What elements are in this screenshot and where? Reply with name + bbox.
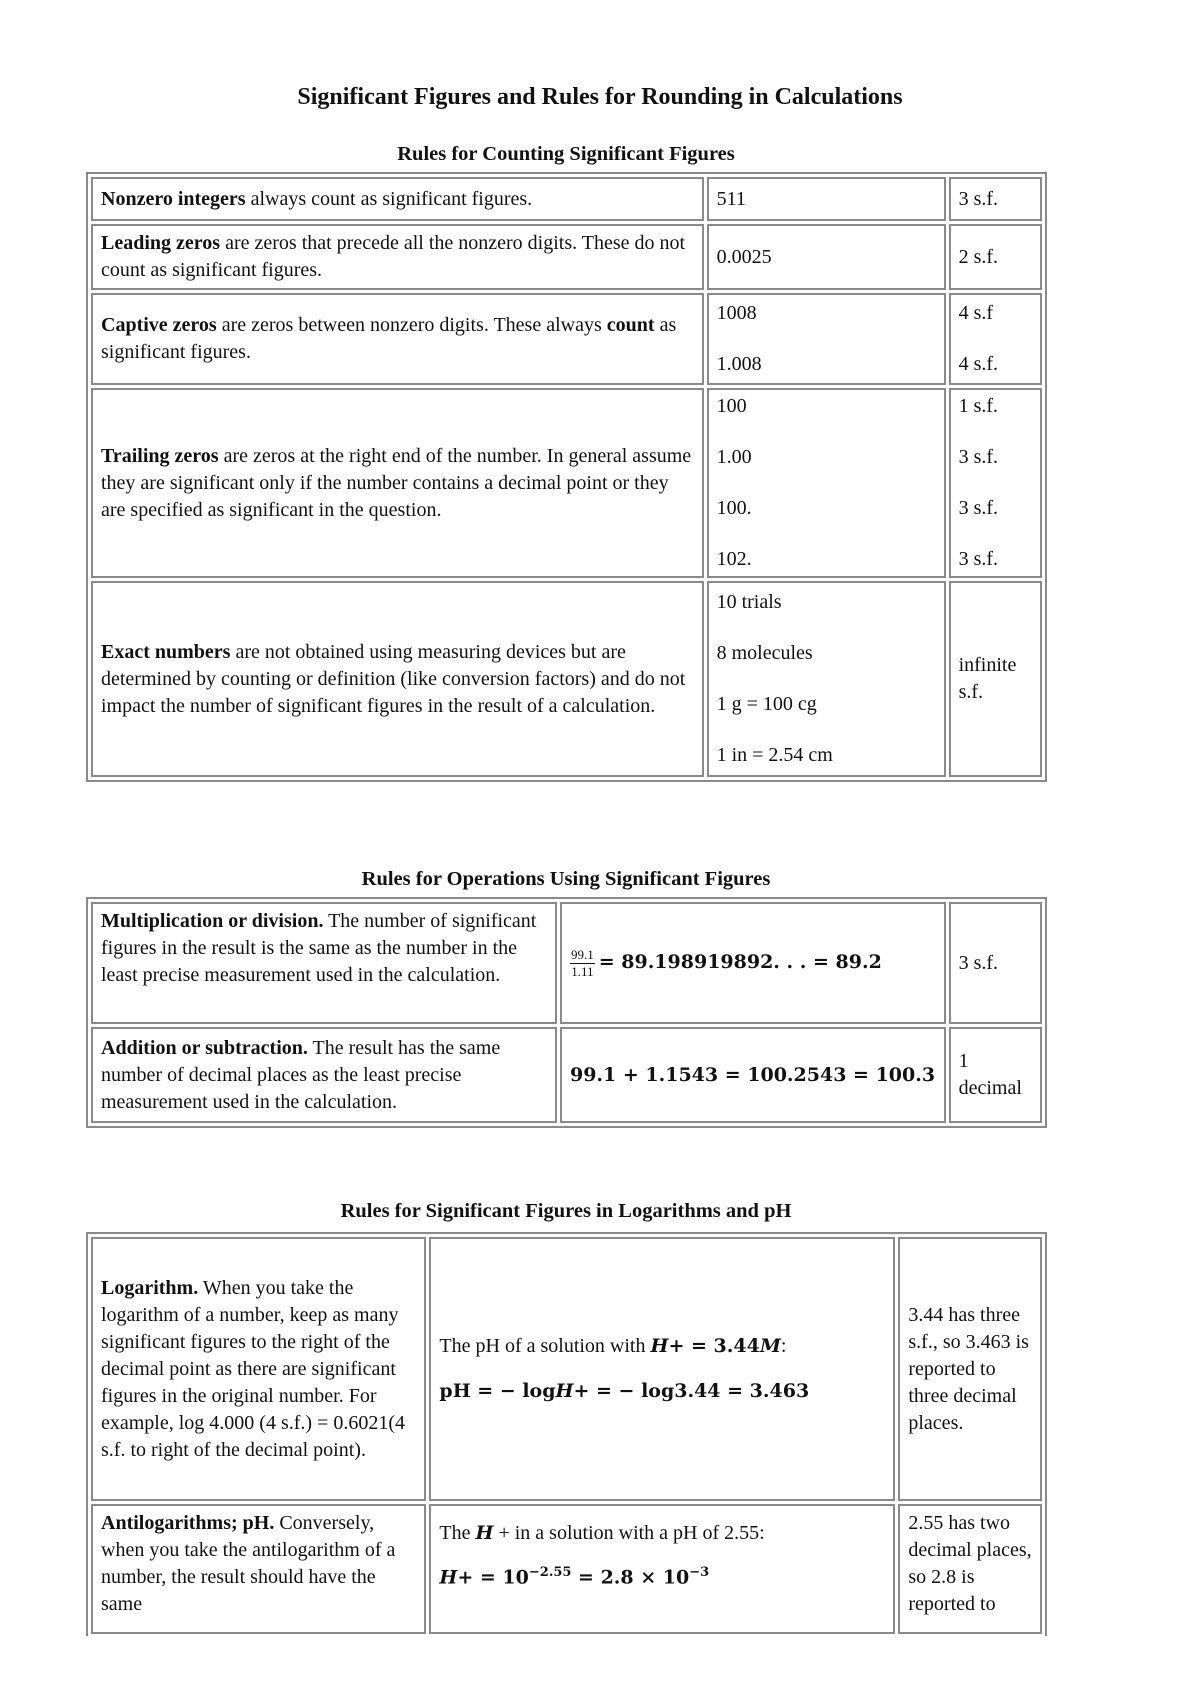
example-text: + in a solution with a pH of 2.55:: [493, 1522, 765, 1544]
sf-cell: [949, 902, 1042, 1024]
example-cell: [707, 581, 946, 777]
example-text: :: [780, 1335, 787, 1357]
table-row: [91, 1027, 1042, 1123]
rule-text: are not obtained using measuring devices but are determined by counting or definition (like conversion factors) and do not impact the number of significant figures in the result of a calculation.: [101, 640, 686, 717]
table-row: [91, 388, 1042, 578]
table-row: [91, 293, 1042, 385]
example-value: 0.0025: [716, 245, 772, 268]
rule-cell: [91, 388, 704, 578]
sf-cell: [949, 581, 1042, 777]
example-cell: [707, 293, 946, 385]
example-value: 100.: [716, 497, 752, 519]
ion-symbol: H: [555, 1380, 574, 1402]
example-value: 511: [716, 187, 746, 210]
example-line: [439, 1333, 885, 1360]
sf-value: 3 s.f.: [958, 548, 999, 570]
rule-term: Addition or subtraction.: [101, 1036, 308, 1059]
rule-cell: [91, 224, 704, 290]
rule-text: are zeros between nonzero digits. These always: [216, 314, 607, 336]
sf-value: 3 s.f.: [958, 446, 999, 468]
ion-symbol: H: [475, 1522, 494, 1544]
sf-value: 1 decimal: [958, 1050, 1022, 1099]
fraction-numerator: 99.1: [570, 946, 594, 962]
rule-term-emphasis: count: [606, 314, 655, 336]
example-value: 1.008: [716, 353, 762, 375]
table-row: [91, 1504, 1042, 1634]
sf-cell: [949, 224, 1042, 290]
rule-text: The number of significant figures in the result is the same as the number in the least precise measurement used in the calculation.: [101, 910, 537, 986]
example-line: [439, 1378, 885, 1405]
unit-symbol: M: [759, 1335, 781, 1357]
sf-cell: [949, 388, 1042, 578]
sf-value: 4 s.f.: [958, 353, 999, 375]
ion-symbol: H: [650, 1335, 669, 1357]
exponent: −2.55: [528, 1565, 572, 1580]
rule-term: Logarithm.: [101, 1276, 199, 1299]
example-value: 102.: [716, 548, 752, 570]
example-cell: [707, 224, 946, 290]
rule-text: The result has the same number of decimal places as the least precise measurement used in the calculation.: [101, 1036, 501, 1113]
rule-text: are zeros at the right end of the number. In general assume they are significant only if the number contains a decimal point or they are specified as significant in the question.: [101, 444, 692, 521]
example-text: The pH of a solution with: [439, 1335, 651, 1357]
example-math: + = − log3.44 = 3.463: [573, 1380, 810, 1402]
rule-cell: [91, 1504, 426, 1634]
example-value: 8 molecules: [716, 642, 813, 664]
example-cell: [707, 388, 946, 578]
fraction-denominator: 1.11: [571, 963, 594, 979]
sf-value: 1 s.f.: [958, 395, 999, 417]
note-text: 2.55 has two decimal places, so 2.8 is reported to: [908, 1512, 1032, 1615]
table-row: [91, 581, 1042, 777]
rule-cell: [91, 581, 704, 777]
table-row: [91, 1237, 1042, 1501]
ion-symbol: H: [439, 1566, 458, 1589]
sf-cell: [949, 1027, 1042, 1123]
rule-text: always count as significant figures.: [245, 187, 533, 210]
example-math: = 2.8 × 10: [571, 1566, 690, 1589]
counting-table: [86, 172, 1047, 782]
rule-term: Exact numbers: [101, 640, 231, 663]
operations-table: [86, 897, 1047, 1128]
rule-text: as significant figures.: [101, 314, 677, 363]
counting-caption: Rules for Counting Significant Figures: [397, 143, 735, 165]
example-math: + = 10: [457, 1566, 529, 1589]
rule-cell: [91, 1027, 557, 1123]
note-cell: [898, 1504, 1042, 1634]
example-cell: [429, 1504, 895, 1634]
sf-cell: [949, 293, 1042, 385]
rule-term: Trailing zeros: [101, 444, 219, 467]
logs-table: [86, 1232, 1047, 1636]
sf-value: 3 s.f.: [958, 497, 999, 519]
example-line: [439, 1520, 885, 1547]
logs-caption: Rules for Significant Figures in Logarithms and pH: [340, 1200, 792, 1222]
table-row: [91, 177, 1042, 221]
example-line: [439, 1559, 885, 1591]
rule-term: Multiplication or division.: [101, 910, 324, 932]
rule-cell: [91, 1237, 426, 1501]
rule-term: Leading zeros: [101, 232, 221, 254]
page-title: Significant Figures and Rules for Rounding in Calculations: [297, 84, 903, 110]
logs-table-clip: [86, 1232, 1048, 1636]
rule-text: are zeros that precede all the nonzero digits. These do not count as significant figures.: [101, 232, 686, 281]
example-cell: [560, 1027, 946, 1123]
note-cell: [898, 1237, 1042, 1501]
example-cell: [560, 902, 946, 1024]
operations-caption: Rules for Operations Using Significant Figures: [361, 868, 771, 890]
rule-text: When you take the logarithm of a number, keep as many significant figures to the right of the decimal point as there are significant figures in the original number. For example, log 4.000 (4 s.f.) = 0.6021(4 s.f. to right of the decimal point).: [101, 1276, 406, 1461]
rule-term: Nonzero integers: [101, 187, 246, 210]
example-math: pH = − log: [439, 1380, 556, 1402]
sf-value: 2 s.f.: [958, 245, 999, 268]
fraction: [570, 947, 595, 980]
sf-value: 3 s.f.: [958, 187, 999, 210]
table-row: [91, 224, 1042, 290]
example-equation: = 89.198919892. . . = 89.2: [598, 950, 882, 973]
example-text: The: [439, 1522, 476, 1544]
example-value: 1 g = 100 cg: [716, 693, 817, 715]
note-text: 3.44 has three s.f., so 3.463 is reported to three decimal places.: [908, 1303, 1029, 1434]
example-cell: [429, 1237, 895, 1501]
sf-cell: [949, 177, 1042, 221]
rule-term: Captive zeros: [101, 314, 217, 336]
sf-value: 4 s.f: [958, 302, 994, 324]
example-value: 10 trials: [716, 591, 782, 613]
example-value: 1008: [716, 302, 757, 324]
sf-value: infinite s.f.: [958, 654, 1017, 703]
example-value: 1.00: [716, 446, 752, 468]
rule-term: Antilogarithms; pH.: [101, 1512, 275, 1534]
example-value: 100: [716, 395, 747, 417]
example-math: + = 3.44: [668, 1335, 760, 1357]
rule-text: Conversely, when you take the antilogarithm of a number, the result should have the same: [101, 1512, 396, 1615]
example-equation: 99.1 + 1.1543 = 100.2543 = 100.3: [569, 1063, 936, 1086]
rule-cell: [91, 177, 704, 221]
rule-cell: [91, 293, 704, 385]
rule-cell: [91, 902, 557, 1024]
table-row: [91, 902, 1042, 1024]
example-cell: [707, 177, 946, 221]
exponent: −3: [689, 1565, 710, 1580]
example-value: 1 in = 2.54 cm: [716, 744, 833, 766]
sf-value: 3 s.f.: [958, 951, 999, 974]
